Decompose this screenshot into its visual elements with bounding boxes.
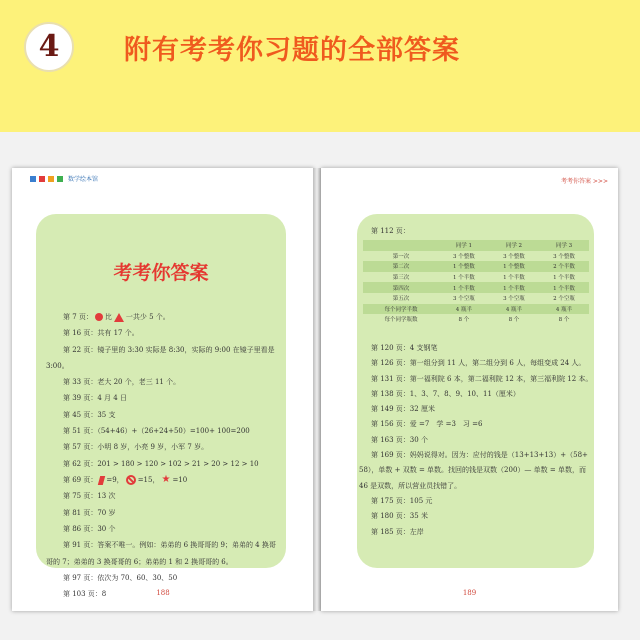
left-corner-logo <box>30 174 98 183</box>
answer-line: 第 57 页：小明 8 岁，小亮 9 岁，小军 7 岁。 <box>63 443 209 452</box>
table-cell: 每个同学瓶数 <box>384 317 418 324</box>
answer-line: 第 81 页：70 岁 <box>63 508 116 517</box>
table-cell: 1 个半数 <box>453 285 475 292</box>
table-cell: 1 个半数 <box>553 275 575 282</box>
table-cell: 1 个整数 <box>453 264 475 271</box>
answer-line: 第 120 页：4 支钢笔 <box>371 344 438 352</box>
table-cell: 3 个整数 <box>553 253 575 260</box>
answer-line: 第 45 页：35 支 <box>63 410 116 419</box>
answer-line: 第 16 页：共有 17 个。 <box>63 329 139 338</box>
table-row <box>363 261 589 272</box>
table-cell: 1 个半数 <box>503 275 525 282</box>
answer-line: 第 62 页：201 > 180 > 120 > 102 > 21 > 20 > 12 > 10 <box>63 459 259 468</box>
answer-text: =10 <box>172 476 188 485</box>
answer-line: 第 131 页：第一福利院 6 本，第二福利院 12 本，第三福利院 12 本。 <box>371 374 593 383</box>
red-triangle-icon <box>114 313 124 322</box>
table-row <box>363 282 589 293</box>
table-row <box>363 272 589 283</box>
table-cell: 2 个空瓶 <box>553 296 575 303</box>
table-row <box>363 293 589 304</box>
page-title: 考考你答案 <box>113 262 209 284</box>
table-header: 同学 1 <box>455 243 473 250</box>
section-number-badge: 4 <box>24 22 74 72</box>
answer-list <box>46 309 280 603</box>
table-cell: 4 瓶半 <box>555 306 573 313</box>
table-cell: 4 瓶半 <box>455 306 473 313</box>
table-cell: 3 个空瓶 <box>453 296 475 303</box>
answer-line: 第 185 页：左岸 <box>371 527 424 536</box>
red-circle-icon <box>95 313 103 321</box>
answer-line: 第 33 页：老大 20 个，老三 11 个。 <box>63 378 181 387</box>
logo-block-icon <box>30 176 36 182</box>
table-title: 第 112 页： <box>371 227 410 235</box>
red-star-icon: ★ <box>161 473 171 485</box>
answer-line: 第 169 页：妈妈说得对。因为：应付的钱是（13+13+13）+（58+ <box>371 451 588 460</box>
left-page <box>12 168 314 611</box>
table-header <box>363 240 439 251</box>
answer-line: 第 97 页：依次为 70、60、30、50 <box>63 573 178 582</box>
table-cell: 3 个整数 <box>503 253 525 260</box>
answer-line: 第 39 页：4 月 4 日 <box>63 394 127 403</box>
answer-text: 一共少 5 个。 <box>125 313 170 321</box>
answer-line: 第 86 页：30 个 <box>63 525 116 534</box>
book-spine <box>313 168 321 611</box>
left-corner-label: 数学绘本馆 <box>68 176 99 183</box>
table-cell: 每个同学半数 <box>384 306 418 313</box>
table-cell: 第四次 <box>392 285 410 292</box>
logo-block-icon <box>48 176 54 182</box>
answer-line: 第 103 页：8 <box>63 590 107 599</box>
answer-line: 第 156 页：爱 =7 学 =3 习 =6 <box>371 420 483 429</box>
right-corner-label: 考考你答案 >>> <box>561 178 608 185</box>
table-cell: 1 个整数 <box>503 264 525 271</box>
table-row <box>363 304 589 315</box>
bottle-table <box>363 240 589 325</box>
answer-line: 第 22 页：镜子里的 3:30 实际是 8:30，实际的 9:00 在镜子里看是 <box>63 345 275 354</box>
table-cell: 第一次 <box>392 253 410 260</box>
table-cell: 第五次 <box>392 296 410 303</box>
table-row <box>363 314 589 325</box>
answer-line: 第 180 页：35 米 <box>371 512 428 521</box>
answer-line <box>46 309 280 325</box>
table-cell: 3 个空瓶 <box>503 296 525 303</box>
page-number: 189 <box>462 589 477 597</box>
red-parallelogram-icon <box>98 476 105 485</box>
answer-line: 第 163 页：30 个 <box>371 435 428 444</box>
table-header: 同学 3 <box>555 243 573 250</box>
answer-line: 哥的 7；弟弟的 3 换哥哥的 6；弟弟的 1 和 2 换哥哥的 6。 <box>46 557 233 566</box>
answer-line: 第 126 页：第一组分到 11 人，第二组分到 6 人，每组变成 24 人。 <box>371 359 586 368</box>
right-page <box>321 168 618 611</box>
table-cell: 4 瓶半 <box>505 306 523 313</box>
table-cell: 1 个半数 <box>453 275 475 282</box>
answer-text: 比 <box>104 313 112 321</box>
answer-line: 58），单数 + 双数 = 单数。找回的钱是双数（200）— 单数 = 单数，而 <box>359 466 586 475</box>
table-cell: 2 个半数 <box>553 264 575 271</box>
answer-line: 第 91 页：答案不唯一。例如：弟弟的 6 换哥哥的 9；弟弟的 4 换哥 <box>63 541 276 550</box>
logo-block-icon <box>57 176 63 182</box>
table-cell: 3 个整数 <box>453 253 475 260</box>
answer-text: 第 7 页： <box>63 313 93 321</box>
table-cell: 8 个 <box>508 317 520 324</box>
table-cell: 第二次 <box>392 264 410 271</box>
page-number: 188 <box>156 589 170 597</box>
answer-text: =9， <box>106 476 124 485</box>
answer-line: 第 149 页：32 厘米 <box>371 405 435 414</box>
table-cell: 第三次 <box>392 275 410 282</box>
table-cell: 8 个 <box>558 317 570 324</box>
answer-text: =15， <box>137 476 160 485</box>
answer-line: 第 138 页：1、3、7、8、9、10、11（厘米） <box>371 389 520 398</box>
answer-line: 第 75 页：13 次 <box>63 492 116 501</box>
answer-line: 第 175 页：105 元 <box>371 496 433 505</box>
answer-list <box>359 341 593 540</box>
table-cell: 1 个半数 <box>503 285 525 292</box>
table-cell: 8 个 <box>458 317 470 324</box>
table-cell: 1 个半数 <box>553 285 575 292</box>
answer-line <box>46 472 280 488</box>
header-banner <box>0 0 640 132</box>
answer-line: 第 51 页：（54+46）+（26+24+50）=100+ 100=200 <box>63 427 250 436</box>
table-row <box>363 251 589 262</box>
red-prohibit-icon <box>126 475 136 485</box>
banner-title: 附有考考你习题的全部答案 <box>124 35 460 66</box>
answer-text: 第 69 页： <box>63 476 98 485</box>
answer-line: 3:00。 <box>46 361 69 370</box>
answer-line: 46 是双数，所以营业员找错了。 <box>359 481 462 490</box>
table-header-row <box>363 240 589 251</box>
logo-block-icon <box>39 176 45 182</box>
answer-panel <box>357 214 594 568</box>
table-header: 同学 2 <box>505 243 523 250</box>
